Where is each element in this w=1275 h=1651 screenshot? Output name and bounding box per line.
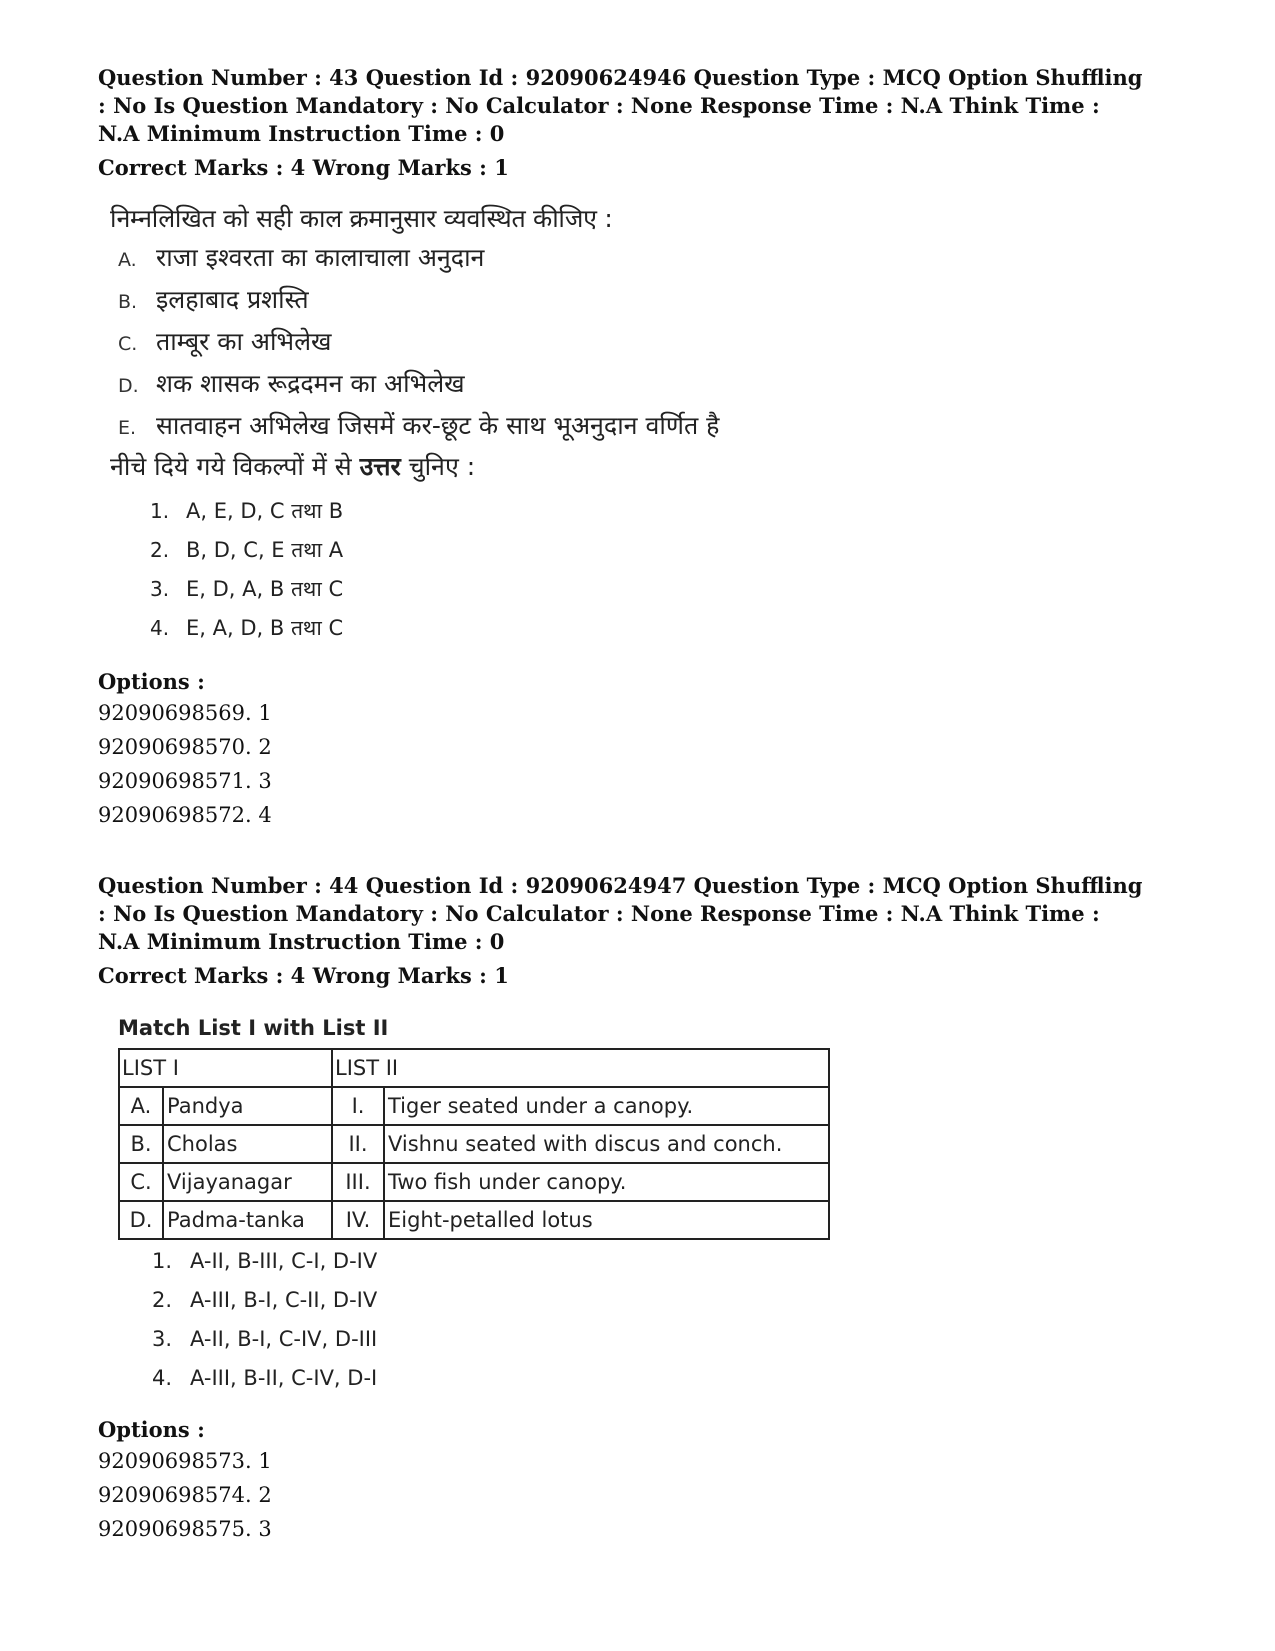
answer-choice: 3. E, D, A, B तथा C (150, 577, 344, 601)
list-item: E. सातवाहन अभिलेख जिसमें कर-छूट के साथ भूअनुदान वर्णित है (118, 411, 720, 440)
table-header-row (119, 1049, 829, 1087)
option-item: 92090698572. 4 (98, 803, 272, 827)
answer-choice: 2. A-III, B-I, C-II, D-IV (152, 1288, 378, 1312)
answer-choice: 4. A-III, B-II, C-IV, D-I (152, 1366, 378, 1390)
table-row: B. Cholas II. Vishnu seated with discus and conch. (119, 1125, 829, 1163)
options-list (98, 1444, 1178, 1546)
answer-choices (150, 492, 1178, 648)
table-row: C. Vijayanagar III. Two fish under canopy. (119, 1163, 829, 1201)
match-title: Match List I with List II (118, 1016, 389, 1040)
answer-choice: 4. E, A, D, B तथा C (150, 616, 344, 640)
question-marks: Correct Marks : 4 Wrong Marks : 1 (98, 155, 509, 180)
list-item: B. इलहाबाद प्रशस्ति (118, 285, 309, 314)
question-meta: Question Number : 43 Question Id : 92090624946 Question Type : MCQ Option Shuffling : No Is Question Mandatory : No Calculator : None Response Time : N.A Think Time : N.A Minimum Instruction Time : 0 (98, 65, 1143, 146)
choose-instruction: नीचे दिये गये विकल्पों में से उत्तर चुनिए : (110, 452, 476, 481)
table-row: A. Pandya I. Tiger seated under a canopy. (119, 1087, 829, 1125)
options-list (98, 696, 1178, 832)
options-heading: Options : (98, 669, 205, 694)
list-item: C. ताम्बूर का अभिलेख (118, 327, 332, 356)
list-ii-header: LIST II (332, 1049, 829, 1087)
match-table (118, 1048, 830, 1240)
option-item: 92090698570. 2 (98, 735, 272, 759)
question-meta: Question Number : 44 Question Id : 92090624947 Question Type : MCQ Option Shuffling : No Is Question Mandatory : No Calculator : None Response Time : N.A Think Time : N.A Minimum Instruction Time : 0 (98, 873, 1143, 954)
option-item: 92090698569. 1 (98, 701, 272, 725)
table-row: D. Padma-tanka IV. Eight-petalled lotus (119, 1201, 829, 1239)
options-heading: Options : (98, 1417, 205, 1442)
option-item: 92090698574. 2 (98, 1483, 272, 1507)
option-item: 92090698575. 3 (98, 1517, 272, 1541)
question-title: निम्नलिखित को सही काल क्रमानुसार व्यवस्थित कीजिए : (110, 204, 613, 233)
question-44 (98, 872, 1178, 1546)
option-item: 92090698573. 1 (98, 1449, 272, 1473)
option-item: 92090698571. 3 (98, 769, 272, 793)
answer-choices (152, 1242, 1178, 1398)
question-body-image (118, 1012, 1178, 1398)
answer-choice: 1. A, E, D, C तथा B (150, 499, 344, 523)
question-body-image (110, 200, 1178, 648)
list-i-header: LIST I (119, 1049, 332, 1087)
list-item: D. शक शासक रूद्रदमन का अभिलेख (118, 369, 465, 398)
answer-choice: 3. A-II, B-I, C-IV, D-III (152, 1327, 378, 1351)
question-43 (98, 64, 1178, 832)
answer-choice: 1. A-II, B-III, C-I, D-IV (152, 1249, 378, 1273)
question-marks: Correct Marks : 4 Wrong Marks : 1 (98, 963, 509, 988)
list-item: A. राजा इश्वरता का कालाचाला अनुदान (118, 243, 485, 272)
answer-choice: 2. B, D, C, E तथा A (150, 538, 344, 562)
